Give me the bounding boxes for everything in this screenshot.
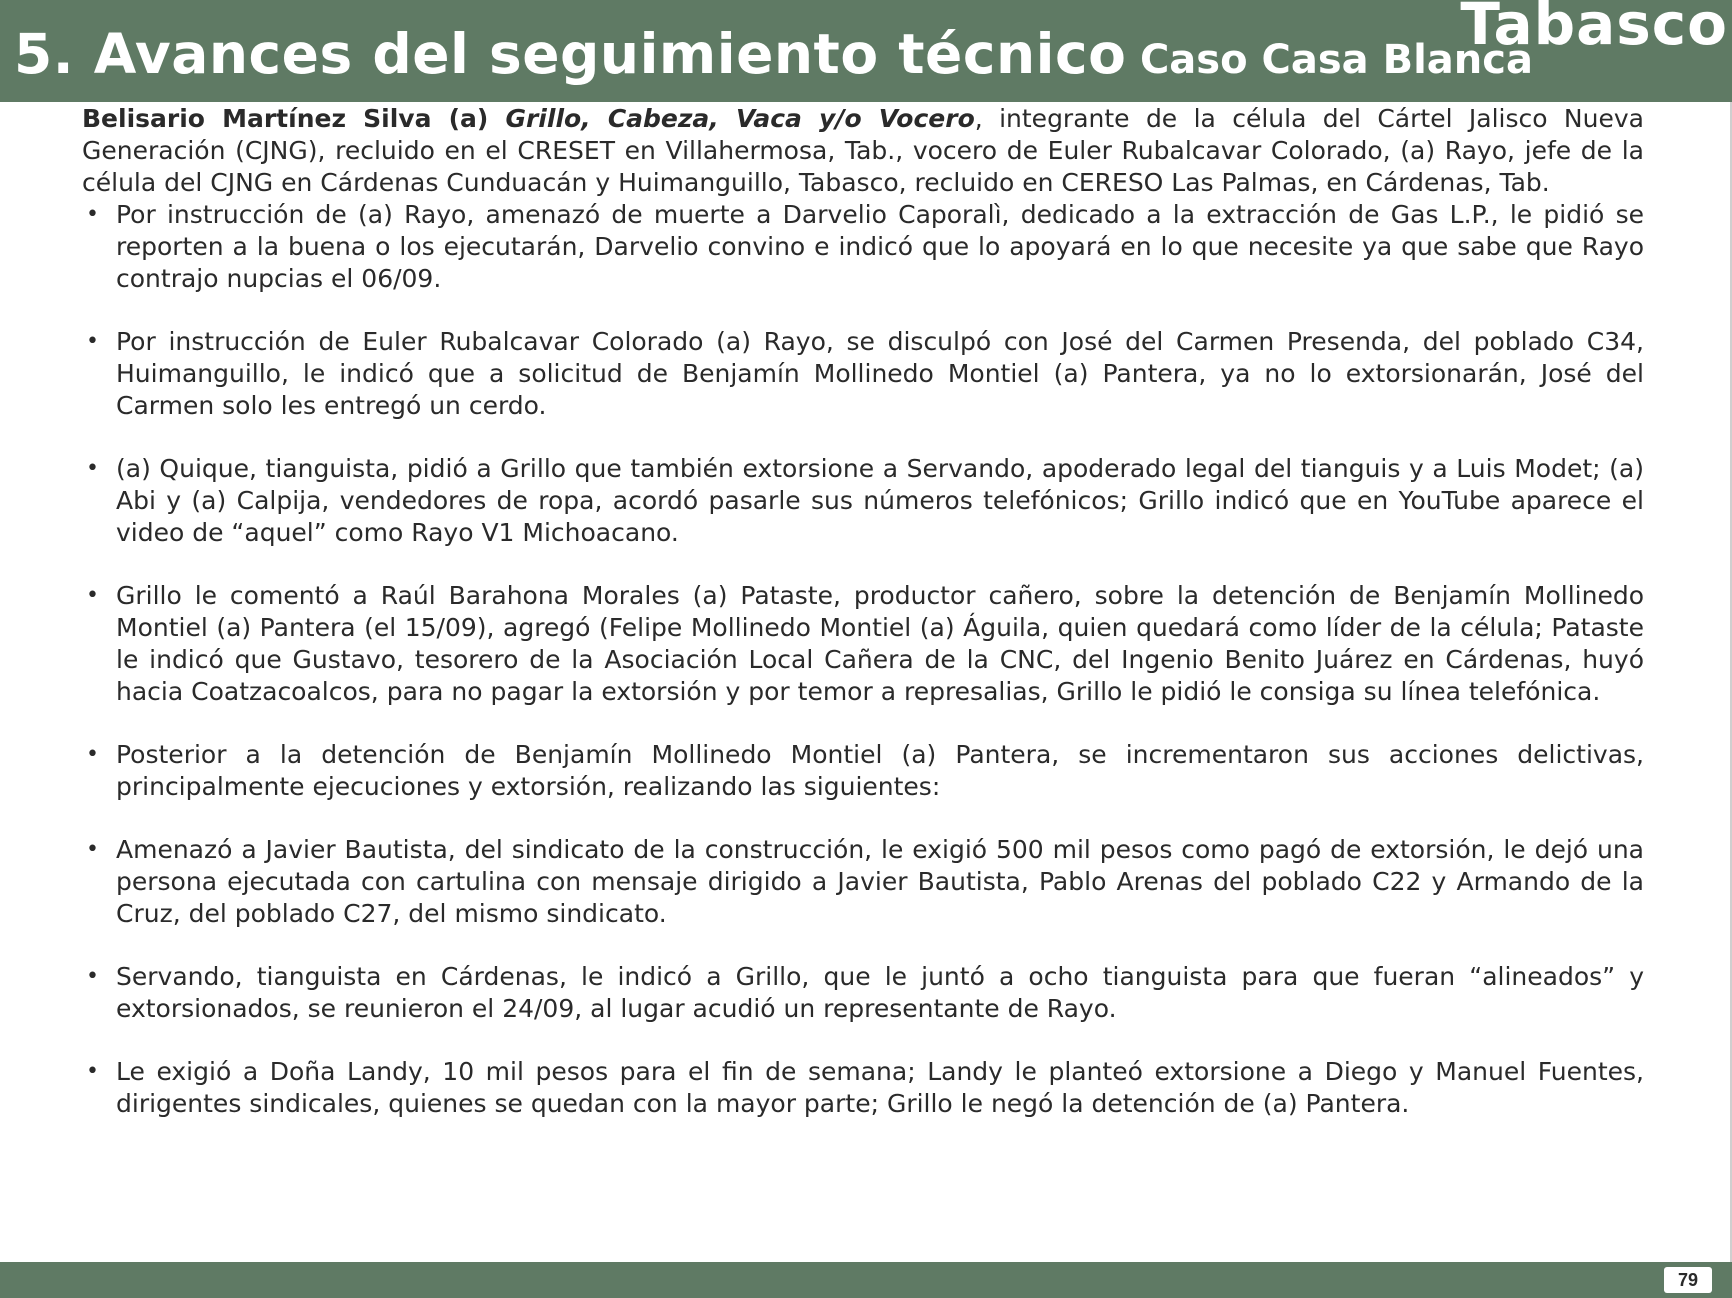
list-item-text: Servando, tianguista en Cárdenas, le indicó a Grillo, que le juntó a ocho tianguista para que fueran “alineados” y extorsionados, se reunieron el 24/09, al lugar acudió un representante de Rayo. (116, 962, 1644, 1023)
case-title: Caso Casa Blanca (1139, 37, 1533, 83)
list-item (82, 199, 1644, 295)
list-item-text: Posterior a la detención de Benjamín Mollinedo Montiel (a) Pantera, se incrementaron sus acciones delictivas, principalmente ejecuciones y extorsión, realizando las siguientes: (116, 740, 1644, 801)
list-item (82, 834, 1644, 930)
bullet-icon: • (86, 742, 99, 767)
section-title: 5. Avances del seguimiento técnico (14, 22, 1127, 86)
bullet-icon: • (86, 329, 99, 354)
page-title (14, 22, 1533, 86)
list-item (82, 739, 1644, 803)
list-item-text: Por instrucción de Euler Rubalcavar Colorado (a) Rayo, se disculpó con José del Carmen Presenda, del poblado C34, Huimanguillo, le indicó que a solicitud de Benjamín Mollinedo Montiel (a) Pantera, ya no lo extorsionarán, José del Carmen solo les entregó un cerdo. (116, 327, 1644, 420)
footer-bar (0, 1262, 1732, 1298)
bullet-icon: • (86, 1059, 99, 1084)
bullet-icon: • (86, 837, 99, 862)
list-item (82, 453, 1644, 549)
list-item (82, 326, 1644, 422)
intro-aliases: Grillo, Cabeza, Vaca y/o Vocero (505, 104, 975, 133)
list-item (82, 580, 1644, 708)
list-item-text: Grillo le comentó a Raúl Barahona Morales (a) Pataste, productor cañero, sobre la detención de Benjamín Mollinedo Montiel (a) Pantera (el 15/09), agregó (Felipe Mollinedo Montiel (a) Águila, quien quedará como líder de la célula; Pataste le indicó que Gustavo, tesorero de la Asociación Local Cañera de la CNC, del Ingenio Benito Juárez en Cárdenas, huyó hacia Coatzacoalcos, para no pagar la extorsión y por temor a represalias, Grillo le pidió le consiga su línea telefónica. (116, 581, 1644, 706)
intro-paragraph (82, 103, 1644, 199)
region-label: Tabasco (1460, 0, 1728, 58)
intro-name: Belisario Martínez Silva (a) (82, 104, 506, 133)
list-item-text: Amenazó a Javier Bautista, del sindicato de la construcción, le exigió 500 mil pesos como pagó de extorsión, le dejó una persona ejecutada con cartulina con mensaje dirigido a Javier Bautista, Pablo Arenas del poblado C22 y Armando de la Cruz, del poblado C27, del mismo sindicato. (116, 835, 1644, 928)
intro-text: , integrante de la célula del Cártel Jalisco Nueva Generación (CJNG), recluido en el CRESET en Villahermosa, Tab., vocero de Euler Rubalcavar Colorado, (a) Rayo, jefe de la célula del CJNG en Cárdenas Cunduacán y Huimanguillo, Tabasco, recluido en CERESO Las Palmas, en Cárdenas, Tab. (82, 104, 1644, 197)
document-body (82, 103, 1644, 1151)
list-item-text: Le exigió a Doña Landy, 10 mil pesos para el fin de semana; Landy le planteó extorsione a Diego y Manuel Fuentes, dirigentes sindicales, quienes se quedan con la mayor parte; Grillo le negó la detención de (a) Pantera. (116, 1057, 1644, 1118)
header-bar (0, 0, 1732, 102)
page-number: 79 (1664, 1267, 1712, 1293)
bullet-icon: • (86, 456, 99, 481)
bullet-icon: • (86, 583, 99, 608)
bullet-icon: • (86, 202, 99, 227)
list-item (82, 961, 1644, 1025)
bullet-icon: • (86, 964, 99, 989)
bullet-list (82, 199, 1644, 1120)
list-item (82, 1056, 1644, 1120)
list-item-text: Por instrucción de (a) Rayo, amenazó de muerte a Darvelio Caporalì, dedicado a la extracción de Gas L.P., le pidió se reporten a la buena o los ejecutarán, Darvelio convino e indicó que lo apoyará en lo que necesite ya que sabe que Rayo contrajo nupcias el 06/09. (116, 200, 1644, 293)
list-item-text: (a) Quique, tianguista, pidió a Grillo que también extorsione a Servando, apoderado legal del tianguis y a Luis Modet; (a) Abi y (a) Calpija, vendedores de ropa, acordó pasarle sus números telefónicos; Grillo indicó que en YouTube aparece el video de “aquel” como Rayo V1 Michoacano. (116, 454, 1644, 547)
